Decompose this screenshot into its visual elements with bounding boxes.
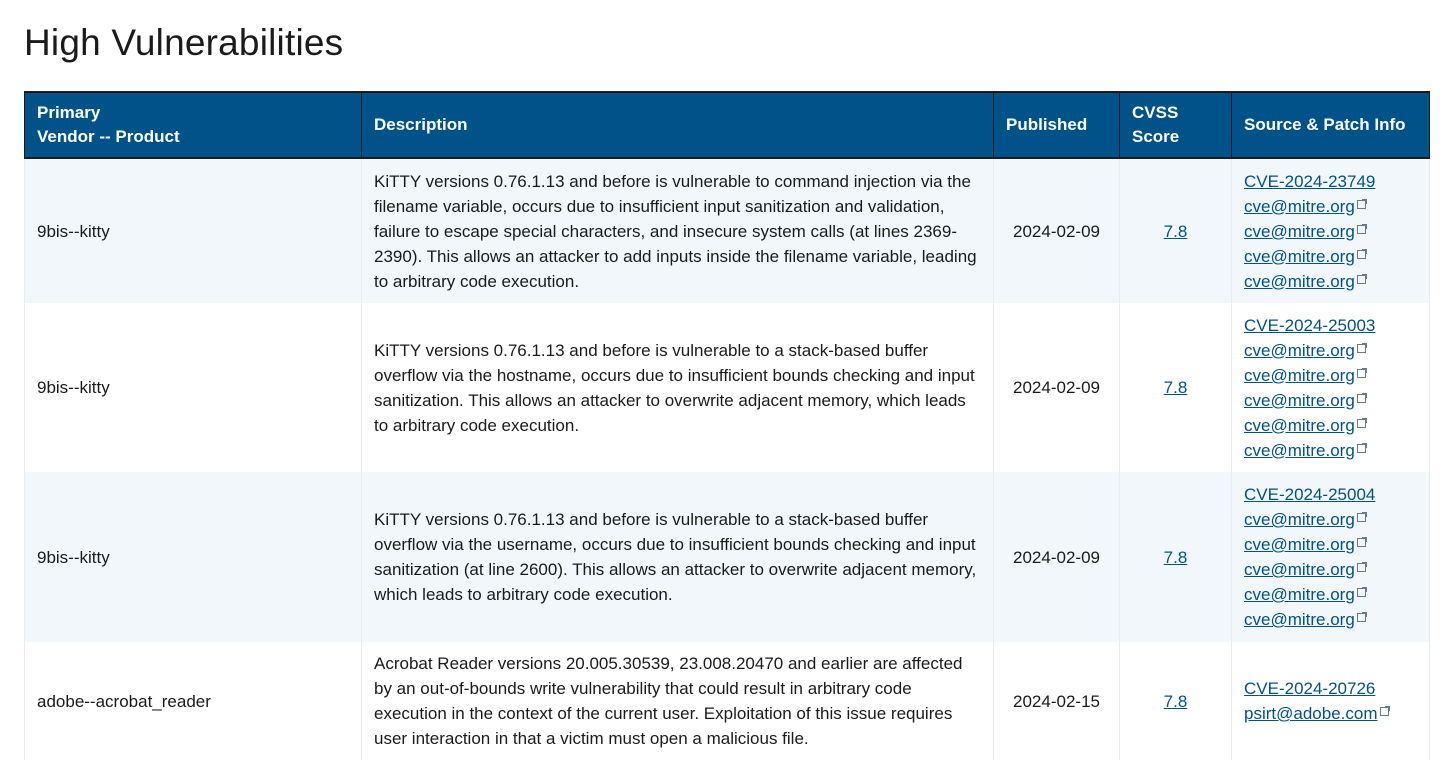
- source-link[interactable]: cve@mitre.org: [1244, 532, 1366, 557]
- external-link-icon: [1357, 563, 1366, 572]
- source-link[interactable]: cve@mitre.org: [1244, 507, 1366, 532]
- source-link[interactable]: cve@mitre.org: [1244, 582, 1366, 607]
- source-link[interactable]: cve@mitre.org: [1244, 244, 1366, 269]
- source-link[interactable]: cve@mitre.org: [1244, 413, 1366, 438]
- cvss-score-cell: [1120, 303, 1232, 472]
- page-title: High Vulnerabilities: [24, 22, 344, 63]
- vendor-product-cell: 9bis--kitty: [25, 158, 362, 303]
- cvss-score-cell: [1120, 472, 1232, 642]
- table-row: [25, 158, 1430, 303]
- external-link-icon: [1357, 513, 1366, 522]
- published-cell: 2024-02-15: [994, 642, 1120, 760]
- description-cell: Acrobat Reader versions 20.005.30539, 23.008.20470 and earlier are affected by an out-of-bounds write vulnerability that could result in arbitrary code execution in the context of the current user. Exploitation of this issue requires user interaction in that a victim must open a malicious file.: [362, 642, 994, 760]
- description-cell: KiTTY versions 0.76.1.13 and before is vulnerable to a stack-based buffer overflow via the hostname, occurs due to insufficient bounds checking and input sanitization. This allows an attacker to overwrite adjacent memory, which leads to arbitrary code execution.: [362, 303, 994, 472]
- cve-id-link[interactable]: CVE-2024-23749: [1244, 171, 1376, 191]
- source-link[interactable]: cve@mitre.org: [1244, 219, 1366, 244]
- cvss-score-cell: [1120, 642, 1232, 760]
- description-cell: KiTTY versions 0.76.1.13 and before is vulnerable to a stack-based buffer overflow via the username, occurs due to insufficient bounds checking and input sanitization (at line 2600). This allows an attacker to overwrite adjacent memory, which leads to arbitrary code execution.: [362, 472, 994, 642]
- table-header-row: [25, 92, 1430, 158]
- external-link-icon: [1357, 588, 1366, 597]
- source-link[interactable]: psirt@adobe.com: [1244, 701, 1389, 726]
- vulnerability-table: [24, 91, 1430, 760]
- external-link-icon: [1357, 225, 1366, 234]
- external-link-icon: [1357, 200, 1366, 209]
- cvss-score-link[interactable]: 7.8: [1163, 378, 1188, 397]
- published-cell: 2024-02-09: [994, 472, 1120, 642]
- header-vendor-product: Primary Vendor -- Product: [25, 92, 362, 158]
- cvss-score-link[interactable]: 7.8: [1163, 691, 1188, 711]
- source-link[interactable]: cve@mitre.org: [1244, 269, 1366, 294]
- external-link-icon: [1357, 394, 1366, 403]
- source-patch-cell: [1232, 158, 1430, 303]
- external-link-icon: [1380, 707, 1389, 716]
- source-link[interactable]: cve@mitre.org: [1244, 194, 1366, 219]
- source-link[interactable]: cve@mitre.org: [1244, 438, 1366, 463]
- source-link[interactable]: cve@mitre.org: [1244, 388, 1366, 413]
- table-row: [25, 472, 1430, 642]
- external-link-icon: [1357, 344, 1366, 353]
- external-link-icon: [1357, 250, 1366, 259]
- vendor-product-cell: 9bis--kitty: [25, 472, 362, 642]
- source-link[interactable]: cve@mitre.org: [1244, 557, 1366, 582]
- table-row: [25, 642, 1430, 760]
- source-link[interactable]: cve@mitre.org: [1244, 363, 1366, 388]
- source-patch-cell: [1232, 303, 1430, 472]
- external-link-icon: [1357, 538, 1366, 547]
- vendor-product-cell: adobe--acrobat_reader: [25, 642, 362, 760]
- cvss-score-link[interactable]: 7.8: [1163, 547, 1188, 567]
- source-patch-cell: [1232, 472, 1430, 642]
- vendor-product-cell: 9bis--kitty: [25, 303, 362, 472]
- table-row: [25, 303, 1430, 472]
- cve-id-link[interactable]: CVE-2024-25003: [1244, 315, 1376, 335]
- published-cell: 2024-02-09: [994, 303, 1120, 472]
- source-link[interactable]: cve@mitre.org: [1244, 338, 1366, 363]
- external-link-icon: [1357, 444, 1366, 453]
- header-source-patch-info: Source & Patch Info: [1232, 92, 1430, 158]
- external-link-icon: [1357, 613, 1366, 622]
- header-description: Description: [362, 92, 994, 158]
- description-cell: KiTTY versions 0.76.1.13 and before is vulnerable to command injection via the filename variable, occurs due to insufficient input sanitization and validation, failure to escape special characters, and insecure system calls (at lines 2369-2390). This allows an attacker to add inputs inside the filename variable, leading to arbitrary code execution.: [362, 158, 994, 303]
- cvss-score-link[interactable]: 7.8: [1163, 221, 1188, 241]
- source-link[interactable]: cve@mitre.org: [1244, 607, 1366, 632]
- cvss-score-cell: [1120, 158, 1232, 303]
- cve-id-link[interactable]: CVE-2024-25004: [1244, 485, 1376, 504]
- cve-id-link[interactable]: CVE-2024-20726: [1244, 679, 1376, 698]
- header-cvss-score: CVSS Score: [1120, 92, 1232, 158]
- published-cell: 2024-02-09: [994, 158, 1120, 303]
- header-published: Published: [994, 92, 1120, 158]
- external-link-icon: [1357, 275, 1366, 284]
- source-patch-cell: [1232, 642, 1430, 760]
- external-link-icon: [1357, 369, 1366, 378]
- external-link-icon: [1357, 419, 1366, 428]
